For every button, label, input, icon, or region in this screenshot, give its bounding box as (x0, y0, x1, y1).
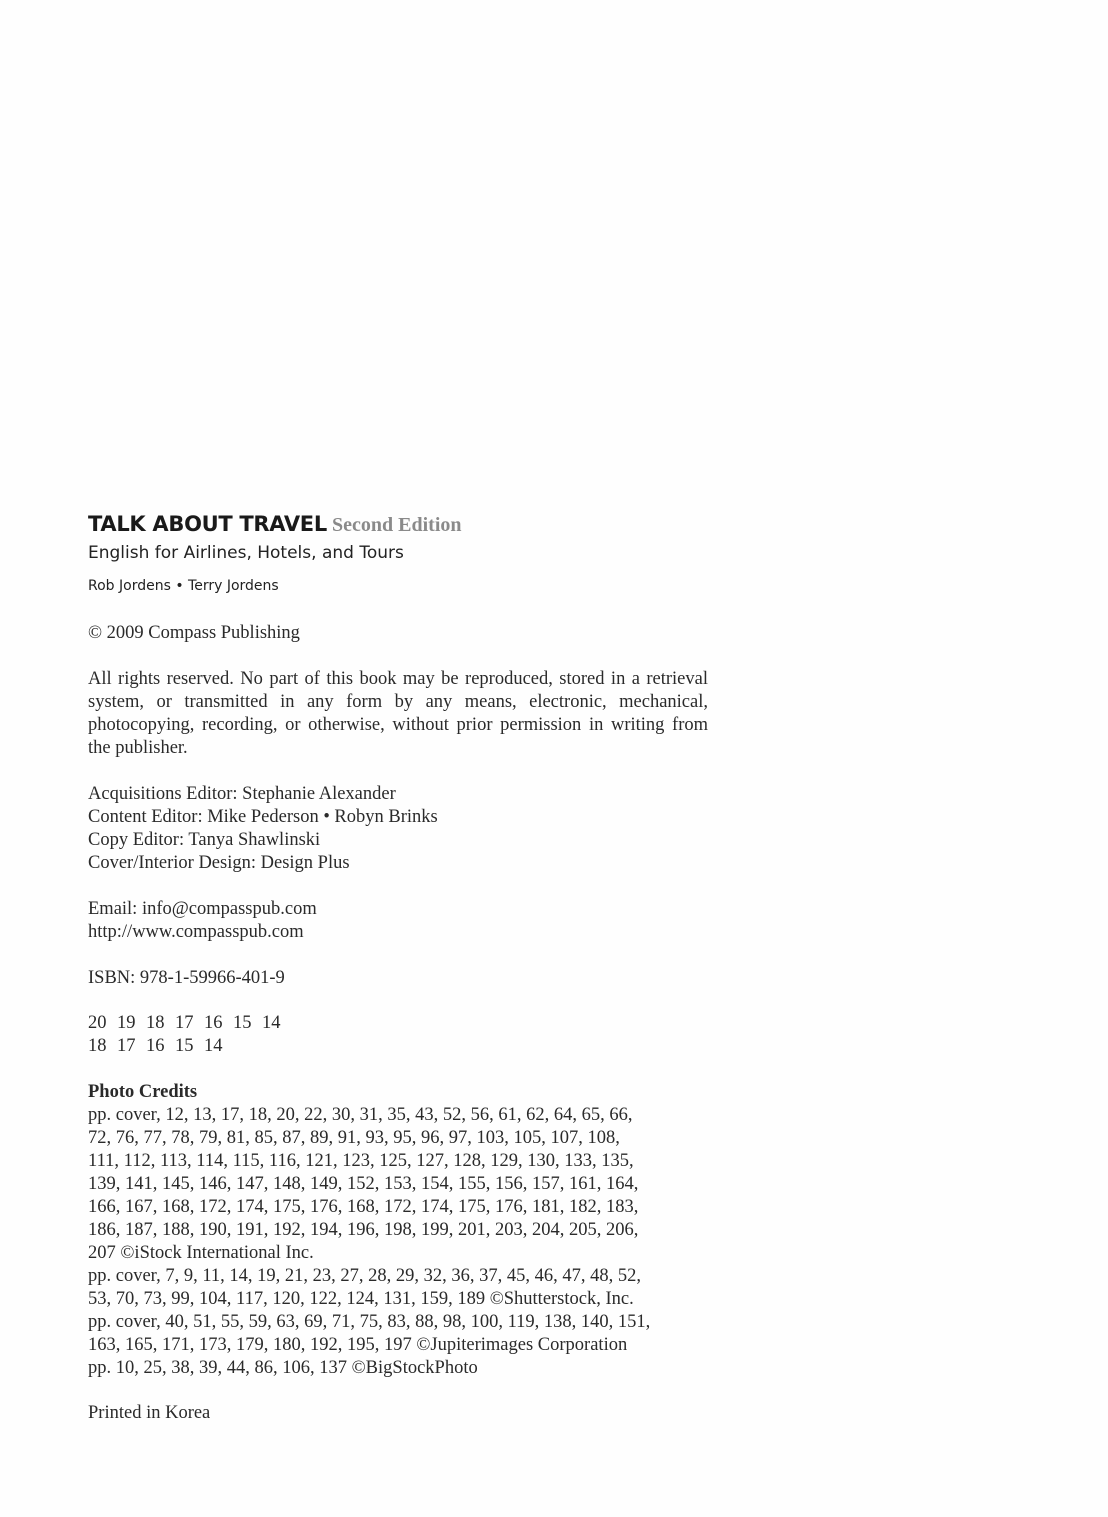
photo-credit-line: 111, 112, 113, 114, 115, 116, 121, 123, 125, 127, 128, 129, 130, 133, 135, (88, 1151, 634, 1171)
printing-number: 18 (146, 1013, 165, 1033)
edition-label: Second Edition (332, 514, 462, 536)
printing-line-1 (88, 1012, 708, 1035)
photo-credit-line: pp. cover, 40, 51, 55, 59, 63, 69, 71, 75, 83, 88, 98, 100, 119, 138, 140, 151, (88, 1312, 651, 1332)
rights-statement: All rights reserved. No part of this book may be reproduced, stored in a retrieval system, or transmitted in any form by any means, electronic, mechanical, photocopying, recording, or otherwise, without prior permission in writing from the publisher. (88, 669, 708, 758)
editor-line: Content Editor: Mike Pederson • Robyn Brinks (88, 807, 438, 827)
printing-number: 17 (175, 1013, 194, 1033)
photo-credit-line: pp. cover, 7, 9, 11, 14, 19, 21, 23, 27, 28, 29, 32, 36, 37, 45, 46, 47, 48, 52, (88, 1266, 642, 1286)
photo-credit-line: 72, 76, 77, 78, 79, 81, 85, 87, 89, 91, 93, 95, 96, 97, 103, 105, 107, 108, (88, 1128, 620, 1148)
printing-number: 17 (117, 1036, 136, 1056)
photo-credit-line: 53, 70, 73, 99, 104, 117, 120, 122, 124, 131, 159, 189 ©Shutterstock, Inc. (88, 1289, 634, 1309)
editor-credits (88, 783, 708, 875)
photo-credit-line: 139, 141, 145, 146, 147, 148, 149, 152, 153, 154, 155, 156, 157, 161, 164, (88, 1174, 639, 1194)
editor-line: Copy Editor: Tanya Shawlinski (88, 830, 321, 850)
contact-info (88, 898, 708, 944)
printing-number: 16 (204, 1013, 223, 1033)
website-text: http://www.compasspub.com (88, 922, 304, 942)
email-text: Email: info@compasspub.com (88, 899, 317, 919)
printing-number: 18 (88, 1036, 107, 1056)
book-title: TALK ABOUT TRAVEL (88, 512, 327, 536)
printing-number: 19 (117, 1013, 136, 1033)
editor-line: Cover/Interior Design: Design Plus (88, 853, 350, 873)
book-subtitle: English for Airlines, Hotels, and Tours (88, 543, 404, 563)
printing-line-2 (88, 1035, 708, 1058)
photo-credit-line: 166, 167, 168, 172, 174, 175, 176, 168, 172, 174, 175, 176, 181, 182, 183, (88, 1197, 639, 1217)
photo-credit-line: pp. cover, 12, 13, 17, 18, 20, 22, 30, 31, 35, 43, 52, 56, 61, 62, 64, 65, 66, (88, 1105, 633, 1125)
printing-number: 15 (175, 1036, 194, 1056)
copyright-notice: © 2009 Compass Publishing (88, 623, 300, 643)
photo-credit-line: pp. 10, 25, 38, 39, 44, 86, 106, 137 ©BigStockPhoto (88, 1358, 478, 1378)
printed-in: Printed in Korea (88, 1403, 211, 1423)
photo-credits-heading: Photo Credits (88, 1082, 198, 1102)
printing-number: 20 (88, 1013, 107, 1033)
isbn: ISBN: 978-1-59966-401-9 (88, 968, 285, 988)
printing-number: 14 (204, 1036, 223, 1056)
photo-credits (88, 1081, 708, 1380)
photo-credit-line: 186, 187, 188, 190, 191, 192, 194, 196, 198, 199, 201, 203, 204, 205, 206, (88, 1220, 639, 1240)
photo-credit-line: 163, 165, 171, 173, 179, 180, 192, 195, 197 ©Jupiterimages Corporation (88, 1335, 628, 1355)
printing-numbers (88, 1012, 708, 1058)
printing-number: 14 (262, 1013, 281, 1033)
editor-line: Acquisitions Editor: Stephanie Alexander (88, 784, 396, 804)
photo-credit-line: 207 ©iStock International Inc. (88, 1243, 314, 1263)
printing-number: 15 (233, 1013, 252, 1033)
book-title-row (88, 512, 708, 537)
authors: Rob Jordens • Terry Jordens (88, 578, 279, 594)
printing-number: 16 (146, 1036, 165, 1056)
